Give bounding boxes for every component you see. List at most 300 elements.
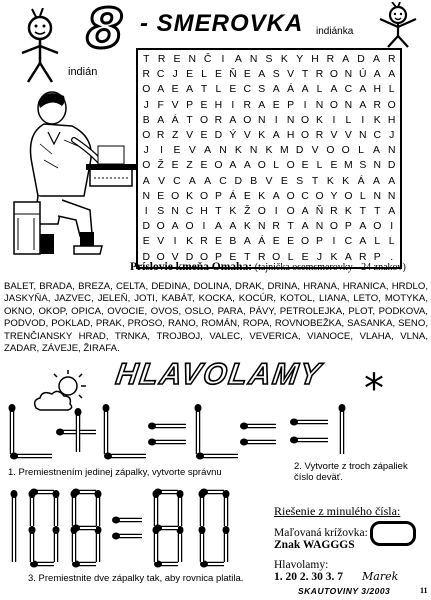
grid-letter: L [215, 84, 222, 96]
grid-letter: L [316, 84, 323, 96]
grid-letter: I [303, 99, 307, 111]
grid-letter: V [311, 145, 319, 157]
grid-letter: K [373, 114, 381, 126]
grid-letter: E [214, 236, 222, 248]
grid-letter: E [287, 236, 295, 248]
label-indianka: indiánka [316, 26, 354, 37]
grid-letter: O [301, 114, 310, 126]
grid-letter: T [374, 206, 381, 218]
grid-letter: A [229, 160, 237, 172]
grid-letter: C [156, 69, 165, 81]
grid-letter: A [272, 130, 280, 142]
grid-row [140, 204, 398, 219]
matchstick [72, 525, 96, 532]
grid-letter: E [171, 160, 179, 172]
author-signature: Marek [362, 570, 399, 583]
grid-letter: I [274, 206, 278, 218]
grid-letter: F [157, 99, 164, 111]
grid-letter: Ú [359, 69, 367, 81]
grid-letter: O [286, 190, 295, 202]
grid-letter: E [200, 99, 208, 111]
grid-letter: E [186, 69, 194, 81]
grid-letter: E [214, 69, 222, 81]
crossword-value: Znak WAGGGS [274, 539, 355, 551]
page-title: - SMEROVKA [140, 10, 304, 37]
grid-letter: K [330, 251, 338, 263]
grid-letter: P [316, 236, 323, 248]
grid-letter: A [142, 175, 150, 187]
grid-letter: V [171, 251, 179, 263]
grid-letter: T [301, 69, 309, 81]
grid-letter: O [257, 160, 266, 172]
grid-letter: A [388, 206, 396, 218]
stick-figure-indian-icon [10, 8, 70, 88]
grid-letter: J [143, 145, 149, 157]
grid-letter: R [315, 69, 324, 81]
grid-letter: O [199, 190, 209, 202]
waggs-logo-ellipse [370, 521, 416, 546]
puzzles-solution-label: Hlavolamy: [274, 559, 329, 571]
grid-letter: Á [229, 190, 237, 202]
grid-row [140, 143, 398, 158]
grid-letter: K [258, 130, 266, 142]
matchstick [29, 526, 36, 562]
grid-letter: Ň [229, 69, 237, 81]
grid-letter: R [330, 206, 338, 218]
grid-letter: K [344, 206, 352, 218]
grid-letter: D [185, 251, 194, 263]
grid-letter: A [359, 221, 367, 233]
matchstick [290, 419, 328, 426]
matchstick [95, 526, 102, 562]
grid-letter: P [344, 221, 352, 233]
grid-letter: E [171, 84, 179, 96]
grid-letter: O [214, 160, 223, 172]
matchstick [10, 453, 52, 460]
matchstick [177, 526, 184, 562]
grid-letter: C [219, 175, 227, 187]
grid-letter: Z [171, 130, 179, 142]
label-indian: indián [68, 66, 98, 78]
matchstick [29, 490, 36, 526]
grid-letter: O [286, 206, 295, 218]
grid-letter: A [272, 190, 280, 202]
grid-letter: A [330, 84, 338, 96]
grid-letter: A [171, 221, 179, 233]
matchstick [11, 490, 18, 562]
grid-letter: P [214, 251, 222, 263]
grid-letter: O [344, 190, 353, 202]
matchstick [223, 526, 230, 562]
grid-letter: A [301, 221, 309, 233]
grid-letter: N [257, 221, 266, 233]
grid-letter: E [280, 175, 288, 187]
grid-letter: N [315, 99, 324, 111]
grid-row [140, 98, 398, 113]
grid-letter: K [258, 190, 266, 202]
matchstick [339, 404, 346, 454]
grid-letter: D [357, 54, 365, 65]
grid-letter: T [311, 175, 319, 187]
grid-letter: K [243, 221, 251, 233]
proverb-title: Príslovie kmeňa Omaha: [130, 261, 253, 273]
grid-letter: O [329, 99, 338, 111]
grid-letter: A [243, 236, 251, 248]
grid-letter: O [243, 114, 252, 126]
grid-letter: B [229, 236, 237, 248]
grid-letter: A [359, 99, 367, 111]
matchstick [53, 526, 60, 562]
grid-letter: A [344, 251, 352, 263]
grid-letter: M [344, 160, 353, 172]
grid-letter: L [345, 114, 352, 126]
grid-row [140, 52, 398, 67]
grid-letter: N [188, 54, 197, 65]
grid-letter: N [249, 54, 258, 65]
page-number: 11 [420, 586, 428, 595]
grid-letter: E [200, 130, 208, 142]
grid-letter: K [342, 175, 350, 187]
grid-letter: A [243, 160, 251, 172]
grid-letter: N [257, 114, 266, 126]
grid-letter: A [188, 175, 196, 187]
grid-row [140, 113, 398, 128]
grid-letter: S [272, 69, 280, 81]
grid-letter: K [234, 145, 242, 157]
grid-letter: K [229, 206, 237, 218]
grid-letter: T [186, 114, 193, 126]
matchstick-puzzle-2 [284, 400, 414, 462]
grid-letter: I [332, 114, 336, 126]
grid-letter: E [301, 160, 309, 172]
grid-letter: A [388, 175, 396, 187]
matchstick [195, 404, 202, 454]
grid-letter: T [359, 206, 366, 218]
grid-letter: A [157, 114, 165, 126]
grid-letter: T [143, 54, 150, 65]
matchstick [154, 525, 178, 532]
grid-letter: Y [296, 54, 304, 65]
grid-letter: Ý [229, 130, 237, 142]
grid-letter: N [249, 145, 258, 157]
grid-letter: E [142, 236, 150, 248]
puzzle-3-text: 3. Premiestnite dve zápalky tak, aby rovnica platila. [28, 573, 244, 584]
grid-letter: R [373, 99, 381, 111]
grid-letter: O [329, 69, 338, 81]
grid-letter: N [387, 145, 396, 157]
grid-letter: T [287, 221, 294, 233]
grid-letter: T [215, 206, 222, 218]
grid-letter: V [186, 130, 194, 142]
grid-letter: O [301, 130, 310, 142]
stick-figure-indianka-icon [372, 2, 424, 48]
grid-letter: K [280, 54, 288, 65]
grid-letter: D [387, 160, 396, 172]
grid-letter: I [361, 114, 365, 126]
grid-letter: E [272, 236, 280, 248]
grid-letter: Ž [244, 206, 251, 218]
grid-letter: V [171, 99, 179, 111]
grid-row [140, 158, 398, 173]
grid-letter: A [372, 54, 380, 65]
grid-letter: Y [330, 190, 338, 202]
grid-letter: L [388, 236, 395, 248]
grid-letter: Á [357, 175, 365, 187]
grid-letter: V [344, 130, 352, 142]
grid-letter: O [142, 160, 151, 172]
puzzle-2-text: 2. Vytvorte z troch zápaliek číslo deväť. [294, 461, 408, 483]
grid-row [140, 174, 398, 189]
grid-letter: A [388, 69, 396, 81]
grid-letter: N [286, 114, 295, 126]
grid-letter: D [295, 145, 304, 157]
grid-letter: P [287, 99, 295, 111]
grid-letter: H [286, 130, 295, 142]
grid-letter: N [171, 206, 179, 218]
grid-letter: L [359, 190, 366, 202]
matchstick [290, 437, 328, 444]
grid-letter: R [359, 251, 367, 263]
grid-letter: V [265, 175, 273, 187]
matchstick [112, 533, 142, 540]
matchstick [199, 526, 206, 562]
grid-letter: S [296, 175, 304, 187]
word-search-grid [136, 48, 402, 269]
grid-letter: N [359, 130, 367, 142]
grid-letter: E [157, 190, 165, 202]
grid-letter: P [373, 251, 381, 263]
grid-letter: O [156, 251, 165, 263]
grid-letter: H [200, 206, 208, 218]
grid-letter: N [373, 160, 381, 172]
grid-letter: E [272, 99, 280, 111]
grid-letter: R [243, 99, 252, 111]
grid-letter: E [200, 160, 208, 172]
grid-letter: O [329, 221, 338, 233]
grid-letter: C [344, 84, 353, 96]
grid-row [140, 128, 398, 143]
grid-letter: E [330, 160, 338, 172]
grid-letter: K [186, 236, 194, 248]
matchstick [103, 404, 110, 454]
grid-letter: H [311, 54, 319, 65]
grid-letter: H [373, 84, 381, 96]
matchstick [196, 453, 238, 460]
matchstick [71, 490, 78, 526]
grid-letter: A [373, 69, 381, 81]
grid-letter: Č [203, 54, 212, 65]
grid-letter: O [272, 251, 281, 263]
grid-letter: J [143, 99, 149, 111]
grid-letter: I [173, 236, 177, 248]
grid-letter: E [243, 190, 251, 202]
grid-letter: P [214, 190, 222, 202]
grid-letter: D [234, 175, 243, 187]
grid-row [140, 82, 398, 97]
grid-letter: C [373, 130, 381, 142]
grid-letter: I [274, 114, 278, 126]
grid-letter: O [315, 190, 324, 202]
grid-letter: B [250, 175, 258, 187]
grid-letter: Z [186, 160, 193, 172]
matchstick [95, 490, 102, 526]
grid-letter: A [342, 54, 350, 65]
grid-letter: B [142, 114, 150, 126]
grid-letter: R [142, 69, 150, 81]
grid-letter: A [258, 69, 266, 81]
magazine-footer: SKAUTOVINY 3/2003 [298, 586, 391, 596]
grid-row [140, 234, 398, 249]
proverb-note: (tajnička osemsmerovky - 24 znakov) [254, 262, 406, 273]
grid-letter: L [201, 69, 207, 81]
grid-letter: V [287, 69, 295, 81]
grid-letter: H [387, 114, 396, 126]
grid-letter: I [390, 221, 394, 233]
grid-letter: I [221, 54, 225, 65]
grid-letter: T [200, 84, 208, 96]
grid-letter: C [243, 84, 252, 96]
scout-typewriter-illustration [4, 84, 138, 262]
grid-letter: A [359, 236, 367, 248]
grid-letter: E [243, 69, 251, 81]
grid-letter: R [387, 54, 396, 65]
grid-letter: A [229, 221, 237, 233]
grid-letter: N [219, 145, 227, 157]
grid-letter: C [301, 190, 309, 202]
grid-letter: O [142, 84, 151, 96]
grid-letter: A [272, 84, 280, 96]
grid-letter: H [214, 99, 223, 111]
grid-letter: O [199, 251, 209, 263]
grid-letter: E [173, 145, 181, 157]
grid-letter: K [265, 145, 273, 157]
grid-letter: L [273, 160, 280, 172]
grid-letter: I [202, 221, 206, 233]
grid-letter: S [359, 160, 367, 172]
grid-letter: A [359, 84, 367, 96]
proverb-line [130, 261, 406, 273]
grid-letter: N [142, 190, 150, 202]
matchstick [199, 490, 206, 526]
grid-letter: O [387, 99, 396, 111]
puzzles-heading: HLAVOLAMY [113, 358, 325, 391]
grid-letter: D [214, 130, 223, 142]
grid-letter: R [156, 130, 165, 142]
matchstick [112, 517, 142, 524]
grid-letter: N [387, 190, 396, 202]
grid-letter: J [172, 69, 178, 81]
grid-letter: V [330, 130, 338, 142]
grid-letter: N [315, 221, 324, 233]
grid-letter: C [173, 175, 181, 187]
grid-letter: K [186, 190, 194, 202]
grid-letter: R [326, 54, 335, 65]
grid-letter: A [301, 206, 309, 218]
grid-letter: E [229, 84, 237, 96]
matchstick [223, 490, 230, 526]
grid-letter: O [156, 221, 165, 233]
grid-letter: S [258, 84, 266, 96]
grid-letter: D [142, 221, 150, 233]
matchstick [53, 490, 60, 526]
grid-letter: V [158, 175, 166, 187]
grid-letter: O [171, 190, 180, 202]
grid-letter: N [373, 190, 381, 202]
grid-letter: . [390, 251, 394, 263]
grid-letter: Ž [157, 160, 164, 172]
grid-row [140, 219, 398, 234]
grid-letter: A [214, 221, 222, 233]
grid-letter: V [188, 145, 196, 157]
grid-letter: E [301, 251, 309, 263]
grid-letter: I [144, 206, 148, 218]
grid-letter: K [316, 114, 323, 126]
grid-letter: V [243, 130, 251, 142]
grid-letter: S [157, 206, 165, 218]
grid-letter: I [231, 99, 235, 111]
grid-letter: L [316, 160, 323, 172]
grid-letter: A [258, 99, 266, 111]
grid-letter: A [157, 84, 165, 96]
crossword-label: Maľovaná krížovka: [274, 527, 368, 539]
grid-letter: R [272, 221, 280, 233]
grid-letter: E [229, 251, 237, 263]
grid-letter: V [157, 236, 165, 248]
matchstick [148, 439, 186, 446]
big-number-8: 8 [86, 0, 124, 60]
grid-letter: Á [287, 84, 295, 96]
matchstick [240, 423, 276, 430]
matchstick [153, 490, 160, 526]
grid-letter: O [286, 160, 295, 172]
grid-letter: R [315, 130, 324, 142]
matchstick-puzzle-1 [0, 400, 280, 462]
grid-letter: N [344, 99, 353, 111]
grid-letter: I [160, 145, 164, 157]
grid-letter: O [199, 114, 209, 126]
grid-letter: T [244, 251, 251, 263]
solution-heading: Riešenie z minulého čísla: [274, 504, 401, 518]
grid-letter: A [229, 114, 237, 126]
grid-letter: O [257, 206, 266, 218]
puzzle-1-text: 1. Premiestnením jedinej zápalky, vytvorte správnu [8, 467, 222, 478]
grid-letter: E [173, 54, 181, 65]
grid-letter: O [326, 145, 335, 157]
grid-letter: O [301, 236, 310, 248]
grid-letter: A [234, 54, 242, 65]
grid-letter: I [332, 236, 336, 248]
grid-letter: O [142, 130, 151, 142]
grid-letter: A [186, 84, 194, 96]
grid-letter: J [389, 130, 395, 142]
matchstick [177, 490, 184, 526]
grid-letter: O [373, 221, 382, 233]
matchstick [9, 404, 16, 454]
grid-letter: P [186, 99, 194, 111]
grid-letter: Á [171, 114, 179, 126]
grid-letter: A [301, 84, 309, 96]
grid-letter: R [157, 54, 166, 65]
grid-row [140, 67, 398, 82]
grid-letter: A [204, 145, 212, 157]
grid-letter: L [287, 251, 294, 263]
grid-letter: Á [258, 236, 266, 248]
grid-letter: M [280, 145, 289, 157]
grid-letter: L [388, 84, 395, 96]
grid-letter: S [265, 54, 273, 65]
grid-letter: D [142, 251, 150, 263]
grid-letter: J [316, 251, 323, 263]
